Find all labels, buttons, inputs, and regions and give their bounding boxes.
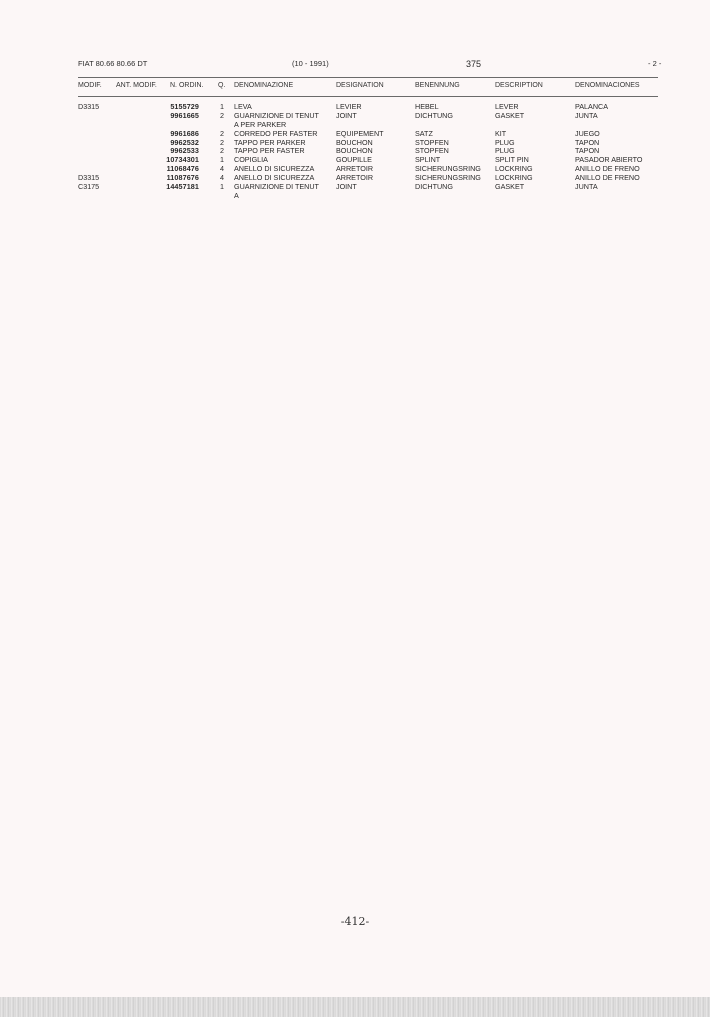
cell-description: LOCKRING xyxy=(495,173,533,183)
cell-designation: JOINT xyxy=(336,110,357,120)
cell-designation: BOUCHON xyxy=(336,146,373,156)
cell-quantity: 1 xyxy=(220,102,224,111)
cell-benennung: HEBEL xyxy=(415,102,439,111)
cell-part-number: 9961686 xyxy=(170,128,199,138)
document-date: (10 - 1991) xyxy=(292,59,329,68)
cell-benennung: DICHTUNG xyxy=(415,110,453,120)
table-row xyxy=(0,192,710,201)
col-header-modif: MODIF. xyxy=(78,82,102,89)
cell-denominazione: COPIGLIA xyxy=(234,155,268,165)
cell-description: SPLIT PIN xyxy=(495,155,529,165)
col-header-ant-modif: ANT. MODIF. xyxy=(116,82,157,89)
col-header-denominazione: DENOMINAZIONE xyxy=(234,82,294,89)
cell-denominaciones: JUNTA xyxy=(575,110,598,120)
cell-denominaciones: PASADOR ABIERTO xyxy=(575,155,643,165)
cell-denominazione: TAPPO PER PARKER xyxy=(234,137,306,147)
cell-description: LEVER xyxy=(495,102,519,111)
cell-benennung: SICHERUNGSRING xyxy=(415,164,481,174)
cell-description: GASKET xyxy=(495,110,525,120)
table-row xyxy=(0,183,710,192)
cell-denominaciones: ANILLO DE FRENO xyxy=(575,164,640,174)
cell-denominazione: CORREDO PER FASTER xyxy=(234,128,318,138)
cell-denominazione: ANELLO DI SICUREZZA xyxy=(234,164,315,174)
cell-denominazione: A PER PARKER xyxy=(234,119,287,129)
cell-quantity: 2 xyxy=(220,110,224,120)
header-divider xyxy=(78,77,658,78)
cell-denominazione: LEVA xyxy=(234,102,252,111)
col-header-benennung: BENENNUNG xyxy=(415,82,460,89)
cell-part-number: 14457181 xyxy=(166,182,199,192)
cell-quantity: 4 xyxy=(220,164,224,174)
cell-part-number: 9962532 xyxy=(170,137,199,147)
cell-designation: ARRETOIR xyxy=(336,173,374,183)
cell-quantity: 2 xyxy=(220,137,224,147)
page-header xyxy=(0,59,710,73)
cell-part-number: 10734301 xyxy=(166,155,199,165)
cell-benennung: STOPFEN xyxy=(415,137,449,147)
col-header-description: DESCRIPTION xyxy=(495,82,543,89)
cell-part-number: 9961665 xyxy=(170,110,199,120)
document-title: FIAT 80.66 80.66 DT xyxy=(78,59,148,68)
cell-denominazione: GUARNIZIONE DI TENUT xyxy=(234,110,319,120)
col-header-n-ordin: N. ORDIN. xyxy=(170,82,204,89)
cell-designation: GOUPILLE xyxy=(336,155,372,165)
cell-denominaciones: TAPON xyxy=(575,137,600,147)
cell-part-number: 9962533 xyxy=(170,146,199,156)
cell-denominazione: GUARNIZIONE DI TENUT xyxy=(234,182,319,192)
cell-denominaciones: TAPON xyxy=(575,146,600,156)
cell-description: PLUG xyxy=(495,146,515,156)
cell-denominaciones: PALANCA xyxy=(575,102,609,111)
catalog-page-number: 375 xyxy=(466,59,482,69)
cell-designation: BOUCHON xyxy=(336,137,373,147)
cell-denominazione: A xyxy=(234,190,239,200)
col-header-q: Q. xyxy=(218,82,226,89)
cell-description: GASKET xyxy=(495,182,525,192)
cell-description: LOCKRING xyxy=(495,164,533,174)
cell-designation: LEVIER xyxy=(336,102,362,111)
cell-benennung: SPLINT xyxy=(415,155,441,165)
cell-quantity: 4 xyxy=(220,173,224,183)
scan-edge-artifact xyxy=(0,997,710,1017)
column-header-divider xyxy=(78,96,658,97)
cell-part-number: 11068476 xyxy=(166,164,199,174)
cell-denominaciones: JUNTA xyxy=(575,182,598,192)
cell-description: PLUG xyxy=(495,137,515,147)
cell-benennung: SICHERUNGSRING xyxy=(415,173,481,183)
cell-quantity: 2 xyxy=(220,146,224,156)
cell-benennung: STOPFEN xyxy=(415,146,449,156)
col-header-designation: DESIGNATION xyxy=(336,82,384,89)
cell-designation: ARRETOIR xyxy=(336,164,374,174)
sheet-number: - 2 - xyxy=(648,59,662,68)
col-header-denominaciones: DENOMINACIONES xyxy=(575,82,640,89)
cell-quantity: 2 xyxy=(220,128,224,138)
cell-quantity: 1 xyxy=(220,182,224,192)
page-marker: -412- xyxy=(340,915,370,928)
cell-part-number: 11087676 xyxy=(166,173,199,183)
cell-modif: D3315 xyxy=(78,173,100,183)
cell-denominaciones: ANILLO DE FRENO xyxy=(575,173,640,183)
cell-designation: JOINT xyxy=(336,182,357,192)
cell-denominazione: TAPPO PER FASTER xyxy=(234,146,305,156)
cell-quantity: 1 xyxy=(220,155,224,165)
cell-benennung: SATZ xyxy=(415,128,433,138)
cell-benennung: DICHTUNG xyxy=(415,182,453,192)
cell-description: KIT xyxy=(495,128,507,138)
cell-part-number: 5155729 xyxy=(170,102,199,111)
parts-table xyxy=(0,103,710,201)
cell-modif: C3175 xyxy=(78,182,100,192)
cell-denominaciones: JUEGO xyxy=(575,128,600,138)
cell-denominazione: ANELLO DI SICUREZZA xyxy=(234,173,315,183)
cell-designation: EQUIPEMENT xyxy=(336,128,384,138)
column-headers xyxy=(0,82,710,94)
table-row xyxy=(0,112,710,121)
cell-modif: D3315 xyxy=(78,102,100,111)
